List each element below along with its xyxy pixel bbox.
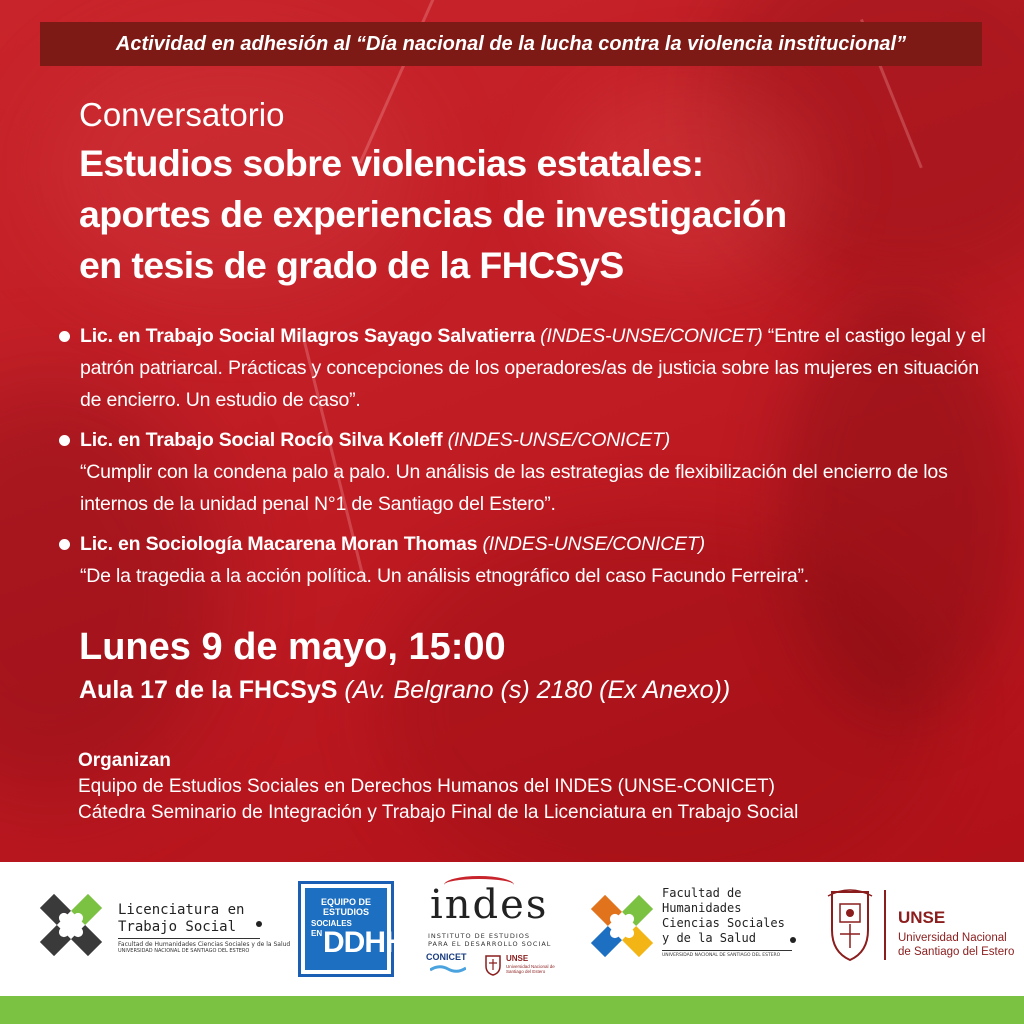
indes-subtitle: PARA EL DESARROLLO SOCIAL xyxy=(428,940,552,948)
puzzle-cross-color-icon xyxy=(582,884,664,966)
conicet-wave-icon xyxy=(430,964,466,974)
speaker-name: Lic. en Trabajo Social Milagros Sayago Salvatierra xyxy=(80,325,535,347)
logo-subtext: UNIVERSIDAD NACIONAL DE SANTIAGO DEL ESTERO xyxy=(662,953,781,958)
footer-bar xyxy=(0,996,1024,1024)
ddhh-line: SOCIALES xyxy=(311,919,352,928)
logo-text: Facultad de Humanidades Ciencias Sociales y de la Salud xyxy=(662,886,785,945)
logo-subtext: UNIVERSIDAD NACIONAL DE SANTIAGO DEL ESTERO xyxy=(118,948,250,954)
organizers xyxy=(78,748,798,826)
logo-subtext: Facultad de Humanidades Ciencias Sociales y de la Salud xyxy=(118,941,291,948)
logo-trabajo-social xyxy=(30,884,291,974)
event-kicker: Conversatorio xyxy=(79,96,285,133)
logo-ddhh xyxy=(298,881,406,977)
ddhh-line: EQUIPO DE ESTUDIOS xyxy=(320,897,371,917)
speaker-item xyxy=(59,528,989,592)
logo-rule xyxy=(662,950,792,951)
place-address: (Av. Belgrano (s) 2180 (Ex Anexo)) xyxy=(344,676,731,704)
university-crest-icon xyxy=(822,886,878,964)
speaker-name: Lic. en Sociología Macarena Moran Thomas xyxy=(80,533,478,555)
speaker-talk: “De la tragedia a la acción política. Un análisis etnográfico del caso Facundo Ferreira”. xyxy=(80,565,809,587)
unse-name: UNSE xyxy=(898,908,946,927)
indes-wordmark: indes xyxy=(430,882,549,928)
speaker-affiliation: (INDES-UNSE/CONICET) xyxy=(540,325,763,347)
speaker-affiliation: (INDES-UNSE/CONICET) xyxy=(482,533,705,555)
speaker-talk: “Entre el castigo legal y el patrón patriarcal. Prácticas y concepciones de los operadores/as de justicia sobre las mujeres en situación de encierro. Un estudio de caso”. xyxy=(80,325,986,411)
indes-subtitle: INSTITUTO DE ESTUDIOS xyxy=(428,932,530,940)
speaker-talk: “Cumplir con la condena palo a palo. Un análisis de las estrategias de flexibilización del encierro de los internos de la unidad penal N°1 de Santiago del Estero”. xyxy=(80,461,948,515)
place-room: Aula 17 de la FHCSyS xyxy=(79,676,338,704)
logo-separator xyxy=(884,890,886,960)
ddhh-box xyxy=(305,888,406,970)
speaker-name: Lic. en Trabajo Social Rocío Silva Koleff xyxy=(80,429,443,451)
ddhh-line: EN xyxy=(311,929,323,938)
unse-subtitle: de Santiago del Estero xyxy=(898,946,1015,958)
logo-facultad xyxy=(582,884,802,974)
bullet-icon xyxy=(59,331,70,342)
banner-text: Actividad en adhesión al “Día nacional de la lucha contra la violencia institucional” xyxy=(115,32,907,55)
conicet-label: CONICET xyxy=(426,952,467,962)
unse-subtitle: Universidad Nacional de Santiago del Estero xyxy=(506,964,555,974)
crest-icon xyxy=(484,954,502,976)
puzzle-cross-icon xyxy=(30,884,112,966)
speakers-list xyxy=(59,320,989,600)
logo-unse xyxy=(822,886,1018,966)
logo-text: Licenciatura en Trabajo Social xyxy=(118,902,245,935)
title-line: aportes de experiencias de investigación xyxy=(79,193,787,235)
speaker-item xyxy=(59,424,989,520)
speaker-item xyxy=(59,320,989,416)
organizer-line: Cátedra Seminario de Integración y Trabajo Final de la Licenciatura en Trabajo Social xyxy=(78,802,799,823)
ddhh-big: DDHH xyxy=(323,926,406,959)
adhesion-banner xyxy=(40,22,982,66)
logo-rule xyxy=(118,938,260,939)
title-line: Estudios sobre violencias estatales: xyxy=(79,142,704,184)
unse-subtitle: Universidad Nacional xyxy=(898,932,1007,944)
event-date: Lunes 9 de mayo, 15:00 xyxy=(79,626,506,668)
speaker-affiliation: (INDES-UNSE/CONICET) xyxy=(447,429,671,451)
event-title xyxy=(79,138,999,291)
unse-label: UNSE xyxy=(506,954,529,963)
event-place xyxy=(79,676,730,705)
organizer-line: Equipo de Estudios Sociales en Derechos Humanos del INDES (UNSE-CONICET) xyxy=(78,776,775,797)
organizers-heading: Organizan xyxy=(78,750,171,771)
logo-indes xyxy=(424,876,566,980)
bullet-icon xyxy=(59,539,70,550)
dot-icon xyxy=(790,937,796,943)
dot-icon xyxy=(256,921,262,927)
bullet-icon xyxy=(59,435,70,446)
title-line: en tesis de grado de la FHCSyS xyxy=(79,244,624,286)
